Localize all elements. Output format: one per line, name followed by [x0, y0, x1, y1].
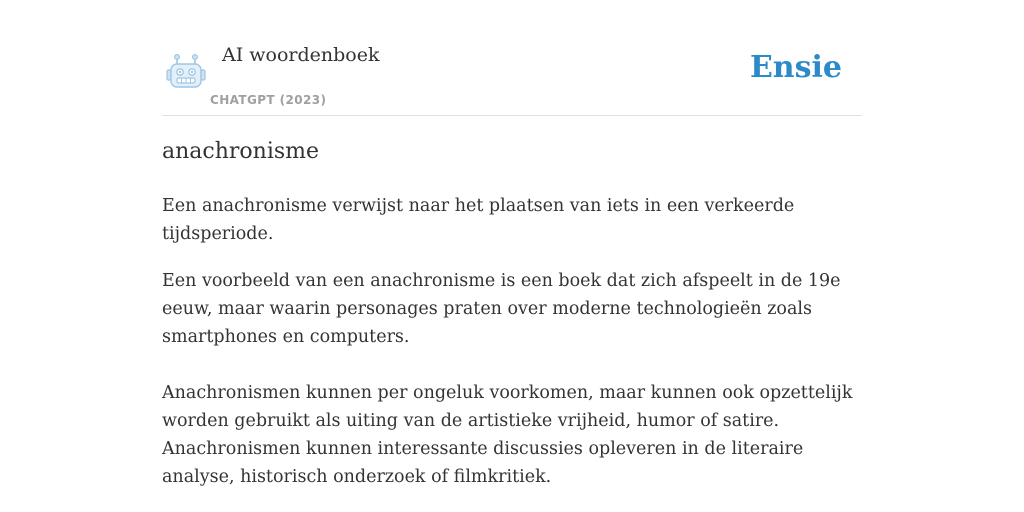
- example-paragraph: Een voorbeeld van een anachronisme is een boek dat zich afspeelt in de 19e eeuw, maar waarin personages praten over moderne technologieën zoals smartphones en computers.: [162, 271, 841, 347]
- entry-word: anachronisme: [162, 139, 320, 164]
- dictionary-title: AI woordenboek: [222, 44, 380, 66]
- dictionary-card: [162, 0, 862, 512]
- definition-paragraph: Een anachronisme verwijst naar het plaatsen van iets in een verkeerde tijdsperiode.: [162, 196, 795, 244]
- ensie-logo-link[interactable]: Ensie: [749, 50, 842, 85]
- source-label: CHATGPT (2023): [210, 93, 327, 107]
- usage-paragraph: Anachronismen kunnen per ongeluk voorkomen, maar kunnen ook opzettelijk worden gebruikt als uiting van de artistieke vrijheid, humor of satire. Anachronismen kunnen interessante discussies opleveren in de literaire analyse, historisch onderzoek of filmkritiek.: [162, 383, 853, 487]
- robot-icon: [166, 52, 206, 90]
- entry-definition: [162, 192, 862, 491]
- card-header: [162, 0, 862, 116]
